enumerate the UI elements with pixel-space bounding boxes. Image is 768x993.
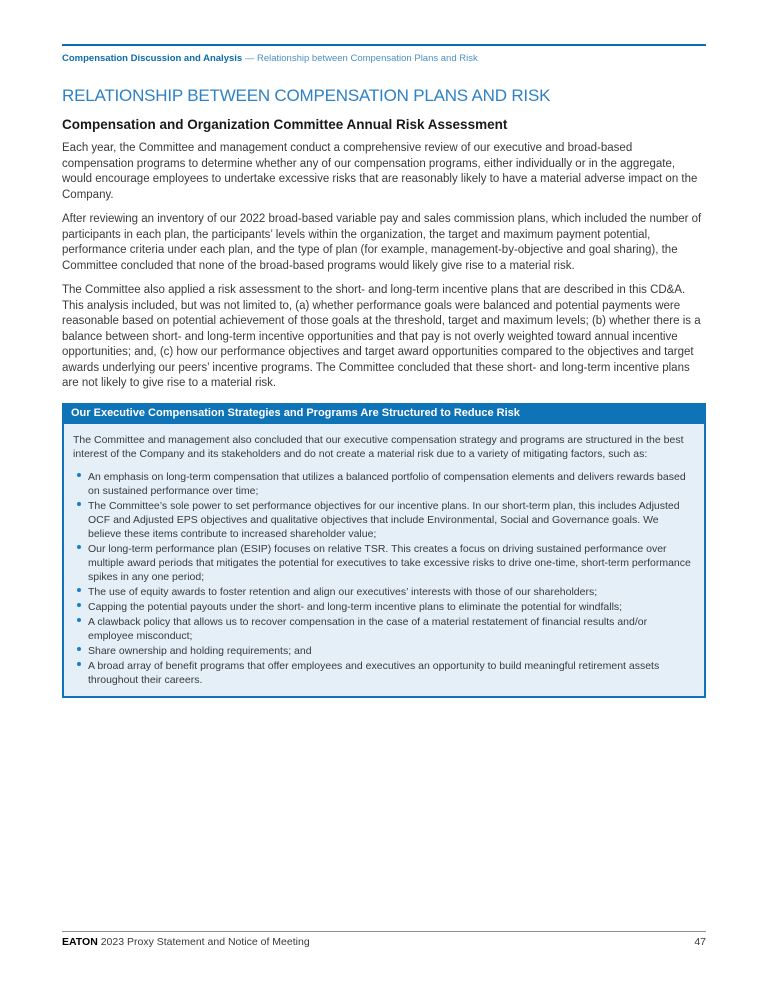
footer-document-name: 2023 Proxy Statement and Notice of Meeting bbox=[100, 936, 310, 948]
risk-bullet-list bbox=[73, 470, 693, 687]
section-subtitle: Compensation and Organization Committee Annual Risk Assessment bbox=[62, 117, 508, 132]
risk-bullet-item: A broad array of benefit programs that offer employees and executives an opportunity to build meaningful retirement assets throughout their careers. bbox=[74, 659, 693, 687]
risk-bullet-item: The use of equity awards to foster retention and align our executives’ interests with those of our shareholders; bbox=[74, 585, 693, 599]
paragraph-annual-review: Each year, the Committee and management conduct a comprehensive review of our executive and broad-based compensation programs to determine whether any of our compensation programs, either individually or in the aggregate, would encourage employees to undertake excessive risks that are reasonably likely to have a material adverse impact on the Company. bbox=[62, 142, 698, 201]
breadcrumb bbox=[62, 53, 706, 65]
risk-bullet-item: The Committee’s sole power to set performance objectives for our incentive plans. In our short-term plan, this includes Adjusted OCF and Adjusted EPS objectives and qualitative objectives that include Environmental, Social and Governance goals. We believe these items contribute to increased shareholder value; bbox=[74, 499, 693, 541]
breadcrumb-subsection: — Relationship between Compensation Plans and Risk bbox=[244, 53, 478, 64]
risk-callout bbox=[62, 403, 706, 698]
risk-bullet-item: Our long-term performance plan (ESIP) focuses on relative TSR. This creates a focus on driving sustained performance over multiple award periods that mitigates the potential for executives to take excessive risks to drive one-time, short-term performance spikes in any one period; bbox=[74, 542, 693, 584]
footer-row bbox=[62, 936, 706, 948]
footer-brand: EATON bbox=[62, 936, 98, 948]
footer-rule bbox=[62, 931, 706, 932]
page-title: RELATIONSHIP BETWEEN COMPENSATION PLANS AND RISK bbox=[62, 86, 551, 105]
page-footer bbox=[62, 931, 706, 948]
risk-bullet-item: An emphasis on long-term compensation that utilizes a balanced portfolio of compensation elements and delivers rewards based on sustained performance over time; bbox=[74, 470, 693, 498]
paragraph-broad-based-plans: After reviewing an inventory of our 2022 broad-based variable pay and sales commission plans, which included the number of participants in each plan, the participants’ levels within the organization, the target and maximum payment potential, performance criteria under each plan, and the type of plan (for example, management-by-objective and goal sharing), the Committee concluded that none of the broad-based programs would likely give rise to a material risk. bbox=[62, 213, 702, 272]
risk-bullet-item: A clawback policy that allows us to recover compensation in the case of a material restatement of financial results and/or employee misconduct; bbox=[74, 615, 693, 643]
risk-bullet-item: Share ownership and holding requirements; and bbox=[74, 644, 693, 658]
risk-callout-body bbox=[62, 424, 706, 698]
risk-bullet-item: Capping the potential payouts under the short- and long-term incentive plans to eliminate the potential for windfalls; bbox=[74, 600, 693, 614]
risk-callout-intro: The Committee and management also concluded that our executive compensation strategy and programs are structured in the best interest of the Company and its stakeholders and do not create a material risk due to a variety of mitigating factors, such as: bbox=[73, 433, 684, 460]
paragraph-incentive-plan-assessment: The Committee also applied a risk assessment to the short- and long-term incentive plans that are described in this CD&A. This analysis included, but was not limited to, (a) whether performance goals were balanced and potential payments were reasonable based on potential achievement of those goals at the threshold, target and maximum levels; (b) whether there is a balance between short- and long-term incentive opportunities and that pay is not overly weighted toward annual incentive opportunities; and, (c) how our performance objectives and target award opportunities compared to the objectives and target awards underlying our peers’ incentive programs. The Committee concluded that these short- and long-term incentive plans are not likely to give rise to a material risk. bbox=[62, 284, 701, 389]
breadcrumb-section: Compensation Discussion and Analysis bbox=[62, 53, 243, 64]
footer-document-title bbox=[62, 936, 310, 948]
page-content bbox=[62, 44, 706, 698]
risk-callout-header: Our Executive Compensation Strategies and Programs Are Structured to Reduce Risk bbox=[62, 403, 706, 424]
page-number: 47 bbox=[694, 936, 706, 948]
header-rule bbox=[62, 44, 706, 46]
